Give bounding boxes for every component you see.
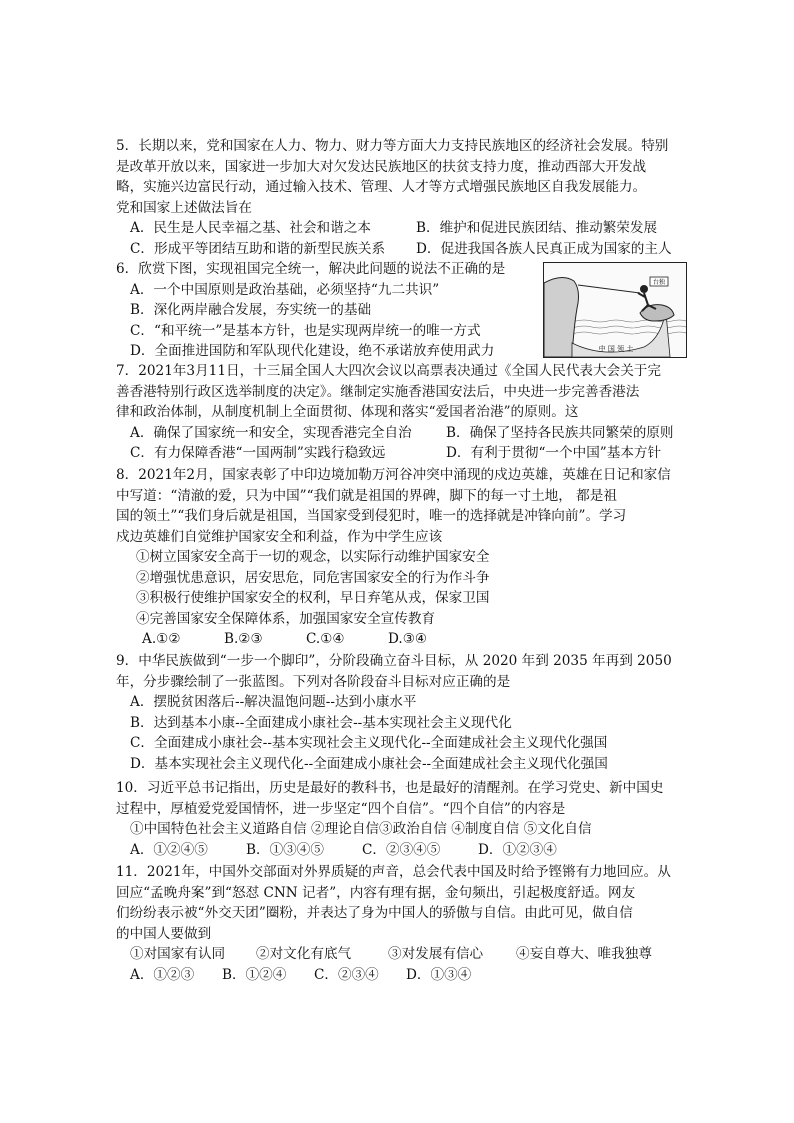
q8-item-3: ③积极行使维护国家安全的权利，早日弃笔从戎，保家卫国: [136, 590, 490, 606]
question-10: [116, 778, 686, 860]
q7-options-row-1: [116, 423, 686, 444]
q11-stem-line: 的中国人要做到: [116, 925, 212, 942]
cartoon-ground-label: 中 国 领 土: [598, 345, 634, 353]
q9-option-c[interactable]: C．全面建成小康社会--基本实现社会主义现代化--全面建成社会主义现代化强国: [130, 735, 608, 751]
q6-option-d[interactable]: D．全面推进国防和军队现代化建设，绝不承诺放弃使用武力: [130, 343, 495, 359]
q5-stem-line: 党和国家上述做法旨在: [116, 199, 252, 216]
q5-options-row-1: [116, 218, 686, 239]
q11-item-4: ④妄自尊大、唯我独尊: [516, 946, 652, 962]
q7-stem-line: 善香港特别行政区选举制度的决定》。继制定实施香港国安法后，中央进一步完善香港法: [116, 383, 640, 400]
q11-option-a[interactable]: A．①②③: [130, 966, 195, 983]
q11-item-2: ②对文化有底气: [256, 946, 352, 962]
q9-stem-line: 9．中华民族做到“一步一个脚印”，分阶段确立奋斗目标，从 2020 年到 2035 年再到 2050: [116, 653, 672, 669]
q9-option-d[interactable]: D．基本实现社会主义现代化--全面建成小康社会--全面建成社会主义现代化强国: [130, 755, 608, 772]
q8-item-2: ②增强忧患意识，居安思危，同危害国家安全的行为作斗争: [136, 569, 490, 586]
q11-items-row: [116, 944, 686, 965]
q8-option-b[interactable]: B.②③: [224, 631, 263, 647]
q5-option-d[interactable]: D．促进我国各族人民真正成为国家的主人: [416, 240, 672, 257]
question-11: [116, 862, 686, 985]
q7-stem-line: 7．2021年3月11日，十三届全国人大四次会议以高票表决通过《全国人民代表大会关于完: [116, 363, 661, 379]
q10-option-c[interactable]: C．②③④⑤: [362, 841, 441, 858]
q10-stem-line: 过程中，厚植爱党爱国情怀，进一步坚定“四个自信”。“四个自信”的内容是: [116, 800, 566, 817]
q6-cartoon-image: [543, 262, 687, 358]
q10-items: ①中国特色社会主义道路自信 ②理论自信③政治自信 ④制度自信 ⑤文化自信: [130, 821, 592, 837]
q10-option-a[interactable]: A．①②④⑤: [130, 841, 208, 858]
q7-option-c[interactable]: C．有力保障香港“一国两制”实践行稳致远: [130, 445, 386, 461]
q6-stem: 6．欣赏下图，实现祖国完全统一，解决此问题的说法不正确的是: [116, 261, 506, 277]
q8-item-1: ①树立国家安全高于一切的观念，以实际行动维护国家安全: [136, 549, 490, 565]
q10-option-b[interactable]: B．①③④⑤: [246, 841, 324, 858]
q11-option-b[interactable]: B．①②④: [222, 966, 287, 983]
q11-stem-line: 回应“孟晚舟案”到“怒怼 CNN 记者”，内容有理有据，金句频出，引起极度舒适。网友: [116, 884, 636, 901]
question-8: [116, 465, 686, 650]
q10-option-d[interactable]: D．①②③④: [478, 841, 557, 858]
q8-stem-line: 中写道：“清澈的爱，只为中国”“我们就是祖国的界碑，脚下的每一寸土地， 都是祖: [116, 487, 617, 504]
question-5: [116, 136, 686, 259]
q5-option-c[interactable]: C．形成平等团结互助和谐的新型民族关系: [130, 240, 386, 257]
q7-options-row-2: [116, 443, 686, 464]
q8-option-c[interactable]: C.①④: [306, 631, 345, 647]
q7-option-a[interactable]: A．确保了国家统一和安全，实现香港完全自治: [130, 424, 412, 441]
q9-stem-line: 年，分步骤绘制了一张蓝图。下列对各阶段奋斗目标对应正确的是: [116, 673, 511, 690]
q9-option-a[interactable]: A．摆脱贫困落后--解决温饱问题--达到小康水平: [130, 694, 417, 710]
q7-option-b[interactable]: B．确保了坚持各民族共同繁荣的原则: [446, 424, 674, 441]
cartoon-sign-label: 台独: [652, 279, 666, 286]
q7-stem-line: 律和政治体制，从制度机制上全面贯彻、体现和落实“爱国者治港”的原则。这: [116, 404, 579, 420]
q6-option-b[interactable]: B．深化两岸融合发展，夯实统一的基础: [130, 302, 372, 318]
question-7: [116, 361, 686, 464]
q5-options-row-2: [116, 239, 686, 260]
q6-option-a[interactable]: A．一个中国原则是政治基础，必须坚持“九二共识”: [130, 281, 440, 298]
q9-option-b[interactable]: B．达到基本小康--全面建成小康社会--基本实现社会主义现代化: [130, 714, 512, 731]
q8-options-row: [116, 629, 686, 650]
q8-option-a[interactable]: A.①②: [142, 631, 181, 647]
q10-options-row: [116, 840, 686, 861]
q8-item-4: ④完善国家安全保障体系，加强国家安全宣传教育: [136, 610, 436, 627]
q5-option-a[interactable]: A．民生是人民幸福之基、社会和谐之本: [130, 220, 371, 236]
q11-option-d[interactable]: D．①③④: [406, 966, 472, 983]
q10-stem-line: 10．习近平总书记指出，历史是最好的教科书，也是最好的清醒剂。在学习党史、新中国史: [116, 780, 664, 796]
q5-stem-line: 略，实施兴边富民行动，通过输入技术、管理、人才等方式增强民族地区自我发展能力。: [116, 179, 647, 195]
cartoon-drawing: [544, 263, 686, 357]
question-9: [116, 651, 686, 774]
q8-stem-line: 国的领土”“我们身后就是祖国，当国家受到侵犯时，唯一的选择就是冲锋向前”。学习: [116, 508, 627, 524]
q8-option-d[interactable]: D.③④: [388, 631, 428, 647]
q11-item-3: ③对发展有信心: [388, 946, 484, 962]
q7-option-d[interactable]: D．有利于贯彻“一个中国”基本方针: [446, 445, 662, 461]
q6-option-c[interactable]: C．“和平统一”是基本方针，也是实现两岸统一的唯一方式: [130, 322, 481, 339]
q5-stem-line: 是改革开放以来，国家进一步加大对欠发达民族地区的扶贫支持力度，推动西部大开发战: [116, 158, 647, 175]
q8-stem-line: 8．2021年2月，国家表彰了中印边境加勒万河谷冲突中涌现的戍边英雄，英雄在日记和家信: [116, 467, 671, 483]
q11-option-c[interactable]: C．②③④: [314, 966, 379, 983]
q11-stem-line: 11．2021年，中国外交部面对外界质疑的声音，总会代表中国及时给予铿锵有力地回应。从: [116, 864, 671, 880]
q5-option-b[interactable]: B．维护和促进民族团结、推动繁荣发展: [416, 220, 658, 236]
q11-options-row: [116, 965, 686, 986]
q5-stem-line: 5．长期以来，党和国家在人力、物力、财力等方面大力支持民族地区的经济社会发展。特别: [116, 138, 669, 154]
q11-stem-line: 们纷纷表示被“外交天团”圈粉，并表达了身为中国人的骄傲与自信。由此可见，做自信: [116, 905, 633, 921]
q8-stem-line: 戍边英雄们自觉维护国家安全和利益，作为中学生应该: [116, 528, 443, 545]
q11-item-1: ①对国家有认同: [130, 946, 226, 962]
